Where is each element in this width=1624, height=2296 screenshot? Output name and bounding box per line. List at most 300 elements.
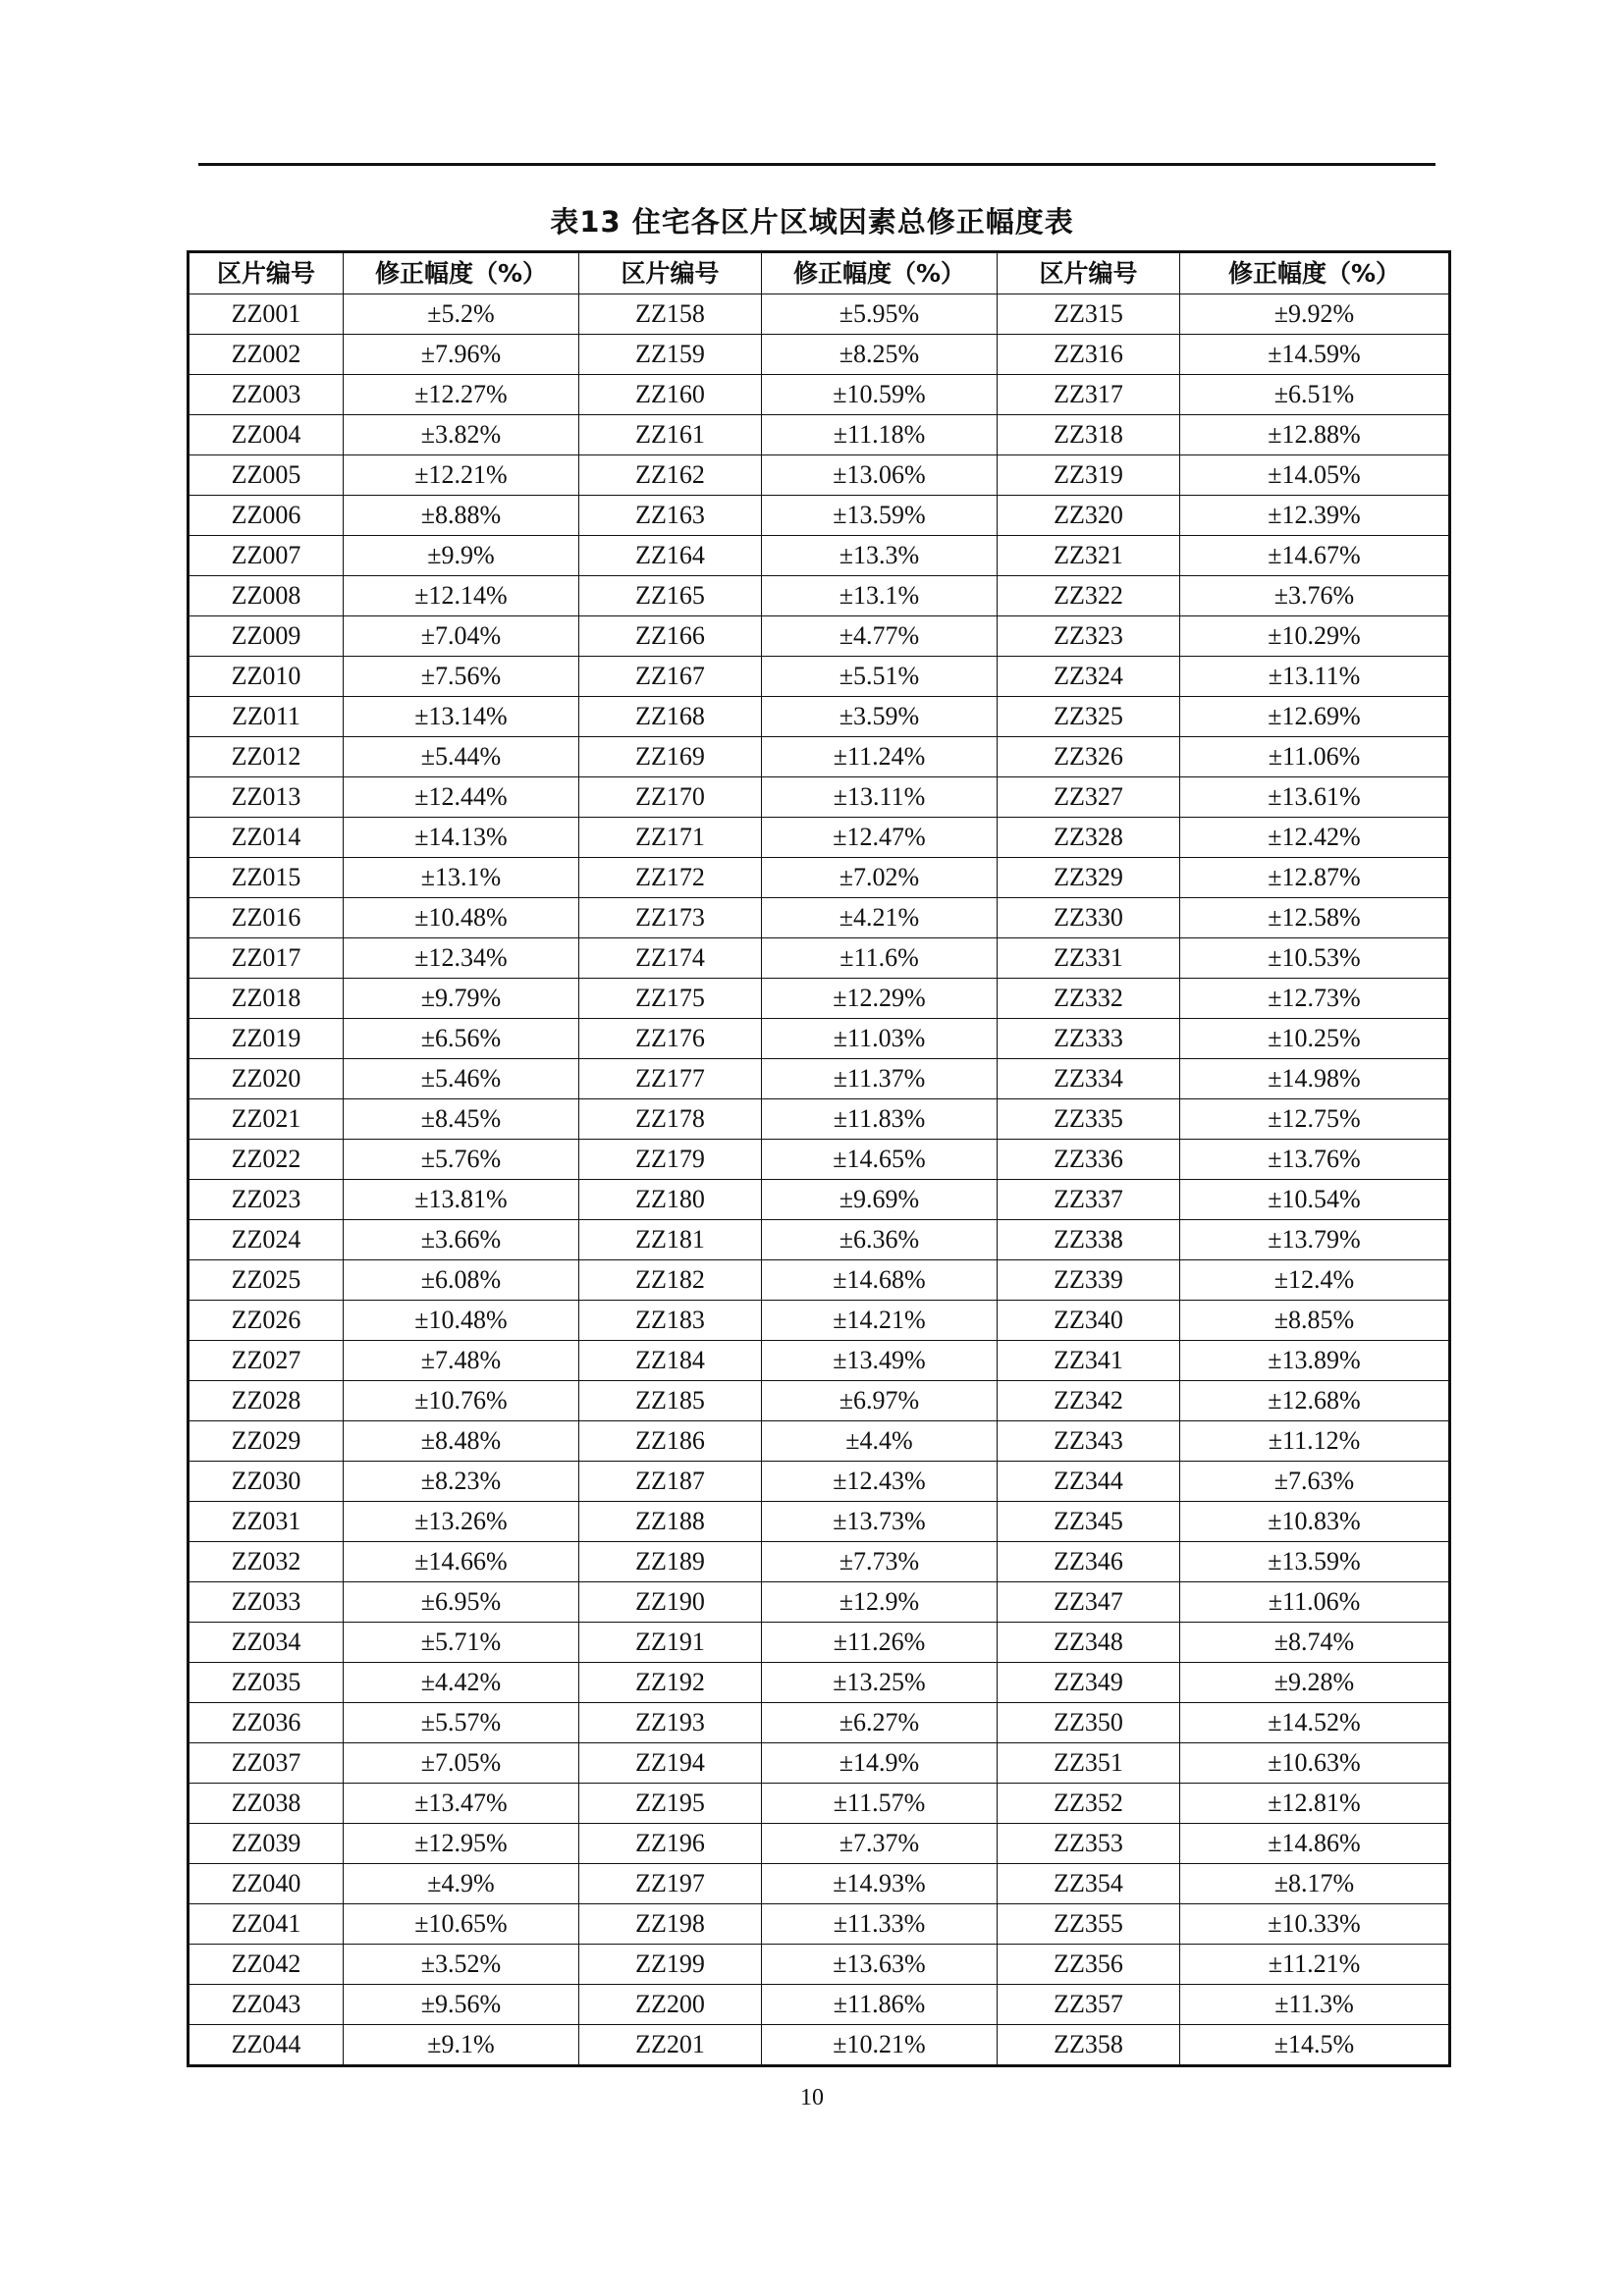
correction-cell: ±13.76% bbox=[1180, 1140, 1450, 1180]
correction-cell: ±12.88% bbox=[1180, 415, 1450, 455]
correction-cell: ±11.57% bbox=[762, 1784, 998, 1824]
table-row bbox=[189, 1462, 1450, 1502]
correction-cell: ±7.96% bbox=[344, 335, 579, 375]
correction-cell: ±10.83% bbox=[1180, 1502, 1450, 1542]
zone-id-cell: ZZ344 bbox=[998, 1462, 1180, 1502]
correction-cell: ±14.05% bbox=[1180, 455, 1450, 496]
zone-id-cell: ZZ167 bbox=[579, 657, 762, 697]
table-row bbox=[189, 1623, 1450, 1663]
zone-id-cell: ZZ038 bbox=[189, 1784, 344, 1824]
correction-cell: ±12.39% bbox=[1180, 496, 1450, 536]
zone-id-cell: ZZ324 bbox=[998, 657, 1180, 697]
zone-id-cell: ZZ169 bbox=[579, 737, 762, 777]
correction-cell: ±14.5% bbox=[1180, 2025, 1450, 2066]
zone-id-cell: ZZ160 bbox=[579, 375, 762, 415]
correction-cell: ±12.44% bbox=[344, 777, 579, 818]
table-row bbox=[189, 1301, 1450, 1341]
zone-id-cell: ZZ183 bbox=[579, 1301, 762, 1341]
correction-cell: ±13.3% bbox=[762, 536, 998, 576]
correction-cell: ±12.87% bbox=[1180, 858, 1450, 898]
correction-cell: ±14.65% bbox=[762, 1140, 998, 1180]
correction-cell: ±14.13% bbox=[344, 818, 579, 858]
zone-id-cell: ZZ040 bbox=[189, 1864, 344, 1904]
zone-id-cell: ZZ349 bbox=[998, 1663, 1180, 1703]
correction-cell: ±14.68% bbox=[762, 1260, 998, 1301]
correction-cell: ±12.68% bbox=[1180, 1381, 1450, 1421]
zone-id-cell: ZZ318 bbox=[998, 415, 1180, 455]
table-row bbox=[189, 496, 1450, 536]
zone-id-cell: ZZ011 bbox=[189, 697, 344, 737]
table-row bbox=[189, 455, 1450, 496]
zone-id-cell: ZZ178 bbox=[579, 1099, 762, 1140]
correction-cell: ±10.76% bbox=[344, 1381, 579, 1421]
zone-id-cell: ZZ030 bbox=[189, 1462, 344, 1502]
correction-cell: ±4.9% bbox=[344, 1864, 579, 1904]
correction-cell: ±3.52% bbox=[344, 1945, 579, 1985]
zone-id-cell: ZZ196 bbox=[579, 1824, 762, 1864]
correction-cell: ±8.25% bbox=[762, 335, 998, 375]
correction-cell: ±5.95% bbox=[762, 294, 998, 335]
correction-cell: ±9.92% bbox=[1180, 294, 1450, 335]
correction-cell: ±10.25% bbox=[1180, 1019, 1450, 1059]
table-row bbox=[189, 1663, 1450, 1703]
zone-id-cell: ZZ031 bbox=[189, 1502, 344, 1542]
zone-id-cell: ZZ002 bbox=[189, 335, 344, 375]
table-row bbox=[189, 1985, 1450, 2025]
correction-cell: ±3.76% bbox=[1180, 576, 1450, 616]
zone-id-cell: ZZ172 bbox=[579, 858, 762, 898]
correction-cell: ±7.63% bbox=[1180, 1462, 1450, 1502]
correction-cell: ±13.81% bbox=[344, 1180, 579, 1220]
zone-id-cell: ZZ191 bbox=[579, 1623, 762, 1663]
zone-id-cell: ZZ332 bbox=[998, 979, 1180, 1019]
table-row bbox=[189, 1421, 1450, 1462]
correction-cell: ±5.2% bbox=[344, 294, 579, 335]
correction-cell: ±9.69% bbox=[762, 1180, 998, 1220]
table-row bbox=[189, 1019, 1450, 1059]
zone-id-cell: ZZ337 bbox=[998, 1180, 1180, 1220]
correction-cell: ±13.49% bbox=[762, 1341, 998, 1381]
correction-cell: ±12.21% bbox=[344, 455, 579, 496]
zone-id-cell: ZZ182 bbox=[579, 1260, 762, 1301]
zone-id-cell: ZZ356 bbox=[998, 1945, 1180, 1985]
correction-cell: ±10.33% bbox=[1180, 1904, 1450, 1945]
table-row bbox=[189, 1341, 1450, 1381]
correction-cell: ±6.97% bbox=[762, 1381, 998, 1421]
correction-cell: ±11.06% bbox=[1180, 1582, 1450, 1623]
correction-cell: ±3.66% bbox=[344, 1220, 579, 1260]
correction-cell: ±14.52% bbox=[1180, 1703, 1450, 1743]
zone-id-cell: ZZ037 bbox=[189, 1743, 344, 1784]
zone-id-cell: ZZ195 bbox=[579, 1784, 762, 1824]
correction-cell: ±10.59% bbox=[762, 375, 998, 415]
correction-cell: ±14.86% bbox=[1180, 1824, 1450, 1864]
zone-id-cell: ZZ007 bbox=[189, 536, 344, 576]
table-row bbox=[189, 1099, 1450, 1140]
zone-id-cell: ZZ176 bbox=[579, 1019, 762, 1059]
correction-cell: ±13.11% bbox=[1180, 657, 1450, 697]
correction-cell: ±10.21% bbox=[762, 2025, 998, 2066]
page-number: 10 bbox=[800, 2085, 824, 2110]
correction-cell: ±12.42% bbox=[1180, 818, 1450, 858]
zone-id-cell: ZZ170 bbox=[579, 777, 762, 818]
zone-id-cell: ZZ028 bbox=[189, 1381, 344, 1421]
zone-id-cell: ZZ168 bbox=[579, 697, 762, 737]
correction-cell: ±11.37% bbox=[762, 1059, 998, 1099]
zone-id-cell: ZZ201 bbox=[579, 2025, 762, 2066]
correction-cell: ±8.74% bbox=[1180, 1623, 1450, 1663]
correction-cell: ±8.88% bbox=[344, 496, 579, 536]
zone-id-cell: ZZ177 bbox=[579, 1059, 762, 1099]
zone-id-cell: ZZ003 bbox=[189, 375, 344, 415]
zone-id-cell: ZZ006 bbox=[189, 496, 344, 536]
zone-id-cell: ZZ004 bbox=[189, 415, 344, 455]
correction-cell: ±11.83% bbox=[762, 1099, 998, 1140]
zone-id-cell: ZZ020 bbox=[189, 1059, 344, 1099]
correction-cell: ±13.59% bbox=[762, 496, 998, 536]
correction-cell: ±7.73% bbox=[762, 1542, 998, 1582]
correction-cell: ±5.46% bbox=[344, 1059, 579, 1099]
zone-id-cell: ZZ353 bbox=[998, 1824, 1180, 1864]
zone-id-cell: ZZ010 bbox=[189, 657, 344, 697]
table-row bbox=[189, 1381, 1450, 1421]
zone-id-cell: ZZ166 bbox=[579, 616, 762, 657]
zone-id-cell: ZZ042 bbox=[189, 1945, 344, 1985]
table-row bbox=[189, 536, 1450, 576]
table-row bbox=[189, 1140, 1450, 1180]
correction-cell: ±9.28% bbox=[1180, 1663, 1450, 1703]
zone-id-cell: ZZ357 bbox=[998, 1985, 1180, 2025]
correction-cell: ±6.95% bbox=[344, 1582, 579, 1623]
correction-cell: ±11.86% bbox=[762, 1985, 998, 2025]
correction-cell: ±14.21% bbox=[762, 1301, 998, 1341]
zone-id-cell: ZZ158 bbox=[579, 294, 762, 335]
correction-cell: ±12.43% bbox=[762, 1462, 998, 1502]
zone-id-cell: ZZ032 bbox=[189, 1542, 344, 1582]
zone-id-cell: ZZ323 bbox=[998, 616, 1180, 657]
correction-cell: ±6.56% bbox=[344, 1019, 579, 1059]
table-row bbox=[189, 898, 1450, 938]
correction-cell: ±4.77% bbox=[762, 616, 998, 657]
zone-id-cell: ZZ033 bbox=[189, 1582, 344, 1623]
zone-id-cell: ZZ186 bbox=[579, 1421, 762, 1462]
table-row bbox=[189, 294, 1450, 335]
correction-cell: ±6.08% bbox=[344, 1260, 579, 1301]
zone-id-cell: ZZ352 bbox=[998, 1784, 1180, 1824]
correction-cell: ±12.9% bbox=[762, 1582, 998, 1623]
zone-id-cell: ZZ355 bbox=[998, 1904, 1180, 1945]
table-row bbox=[189, 657, 1450, 697]
correction-cell: ±8.23% bbox=[344, 1462, 579, 1502]
zone-id-cell: ZZ163 bbox=[579, 496, 762, 536]
zone-id-cell: ZZ190 bbox=[579, 1582, 762, 1623]
zone-id-cell: ZZ316 bbox=[998, 335, 1180, 375]
correction-cell: ±13.61% bbox=[1180, 777, 1450, 818]
correction-cell: ±11.21% bbox=[1180, 1945, 1450, 1985]
zone-id-cell: ZZ358 bbox=[998, 2025, 1180, 2066]
zone-id-cell: ZZ015 bbox=[189, 858, 344, 898]
correction-cell: ±13.59% bbox=[1180, 1542, 1450, 1582]
correction-cell: ±12.29% bbox=[762, 979, 998, 1019]
correction-cell: ±6.27% bbox=[762, 1703, 998, 1743]
header-correction: 修正幅度（%） bbox=[344, 252, 579, 294]
table-header bbox=[189, 252, 1450, 294]
correction-cell: ±14.93% bbox=[762, 1864, 998, 1904]
correction-cell: ±12.27% bbox=[344, 375, 579, 415]
correction-cell: ±10.48% bbox=[344, 898, 579, 938]
table-body bbox=[189, 294, 1450, 2066]
correction-cell: ±9.9% bbox=[344, 536, 579, 576]
zone-id-cell: ZZ029 bbox=[189, 1421, 344, 1462]
correction-cell: ±7.37% bbox=[762, 1824, 998, 1864]
zone-id-cell: ZZ173 bbox=[579, 898, 762, 938]
table-row bbox=[189, 697, 1450, 737]
table-row bbox=[189, 576, 1450, 616]
zone-id-cell: ZZ188 bbox=[579, 1502, 762, 1542]
zone-id-cell: ZZ185 bbox=[579, 1381, 762, 1421]
correction-cell: ±11.06% bbox=[1180, 737, 1450, 777]
zone-id-cell: ZZ194 bbox=[579, 1743, 762, 1784]
zone-id-cell: ZZ021 bbox=[189, 1099, 344, 1140]
table-row bbox=[189, 979, 1450, 1019]
zone-id-cell: ZZ174 bbox=[579, 938, 762, 979]
zone-id-cell: ZZ197 bbox=[579, 1864, 762, 1904]
correction-cell: ±5.71% bbox=[344, 1623, 579, 1663]
zone-id-cell: ZZ339 bbox=[998, 1260, 1180, 1301]
zone-id-cell: ZZ162 bbox=[579, 455, 762, 496]
correction-cell: ±7.05% bbox=[344, 1743, 579, 1784]
correction-cell: ±6.36% bbox=[762, 1220, 998, 1260]
correction-cell: ±8.85% bbox=[1180, 1301, 1450, 1341]
zone-id-cell: ZZ327 bbox=[998, 777, 1180, 818]
zone-id-cell: ZZ200 bbox=[579, 1985, 762, 2025]
zone-id-cell: ZZ321 bbox=[998, 536, 1180, 576]
correction-cell: ±14.9% bbox=[762, 1743, 998, 1784]
correction-cell: ±5.76% bbox=[344, 1140, 579, 1180]
zone-id-cell: ZZ005 bbox=[189, 455, 344, 496]
table-row bbox=[189, 616, 1450, 657]
zone-id-cell: ZZ322 bbox=[998, 576, 1180, 616]
correction-cell: ±13.89% bbox=[1180, 1341, 1450, 1381]
zone-id-cell: ZZ331 bbox=[998, 938, 1180, 979]
table-row bbox=[189, 415, 1450, 455]
correction-cell: ±13.47% bbox=[344, 1784, 579, 1824]
correction-cell: ±9.56% bbox=[344, 1985, 579, 2025]
zone-id-cell: ZZ009 bbox=[189, 616, 344, 657]
zone-id-cell: ZZ180 bbox=[579, 1180, 762, 1220]
correction-cell: ±14.98% bbox=[1180, 1059, 1450, 1099]
zone-id-cell: ZZ001 bbox=[189, 294, 344, 335]
correction-cell: ±11.24% bbox=[762, 737, 998, 777]
zone-id-cell: ZZ342 bbox=[998, 1381, 1180, 1421]
zone-id-cell: ZZ184 bbox=[579, 1341, 762, 1381]
correction-cell: ±10.53% bbox=[1180, 938, 1450, 979]
correction-cell: ±14.67% bbox=[1180, 536, 1450, 576]
zone-id-cell: ZZ350 bbox=[998, 1703, 1180, 1743]
header-row bbox=[189, 252, 1450, 294]
correction-cell: ±5.51% bbox=[762, 657, 998, 697]
zone-id-cell: ZZ338 bbox=[998, 1220, 1180, 1260]
correction-cell: ±13.1% bbox=[344, 858, 579, 898]
table-row bbox=[189, 737, 1450, 777]
zone-id-cell: ZZ329 bbox=[998, 858, 1180, 898]
correction-cell: ±3.59% bbox=[762, 697, 998, 737]
correction-cell: ±4.4% bbox=[762, 1421, 998, 1462]
zone-id-cell: ZZ333 bbox=[998, 1019, 1180, 1059]
correction-cell: ±4.21% bbox=[762, 898, 998, 938]
correction-cell: ±13.73% bbox=[762, 1502, 998, 1542]
zone-id-cell: ZZ041 bbox=[189, 1904, 344, 1945]
zone-id-cell: ZZ026 bbox=[189, 1301, 344, 1341]
correction-cell: ±10.65% bbox=[344, 1904, 579, 1945]
zone-id-cell: ZZ025 bbox=[189, 1260, 344, 1301]
header-rule bbox=[198, 163, 1435, 166]
zone-id-cell: ZZ179 bbox=[579, 1140, 762, 1180]
correction-cell: ±14.66% bbox=[344, 1542, 579, 1582]
correction-cell: ±13.14% bbox=[344, 697, 579, 737]
zone-id-cell: ZZ019 bbox=[189, 1019, 344, 1059]
zone-id-cell: ZZ328 bbox=[998, 818, 1180, 858]
header-correction: 修正幅度（%） bbox=[1180, 252, 1450, 294]
header-zone-id: 区片编号 bbox=[189, 252, 344, 294]
zone-id-cell: ZZ008 bbox=[189, 576, 344, 616]
table-row bbox=[189, 1743, 1450, 1784]
table-row bbox=[189, 1703, 1450, 1743]
table-row bbox=[189, 1582, 1450, 1623]
zone-id-cell: ZZ335 bbox=[998, 1099, 1180, 1140]
zone-id-cell: ZZ181 bbox=[579, 1220, 762, 1260]
zone-id-cell: ZZ334 bbox=[998, 1059, 1180, 1099]
zone-id-cell: ZZ044 bbox=[189, 2025, 344, 2066]
table-row bbox=[189, 1784, 1450, 1824]
zone-id-cell: ZZ320 bbox=[998, 496, 1180, 536]
zone-id-cell: ZZ175 bbox=[579, 979, 762, 1019]
zone-id-cell: ZZ017 bbox=[189, 938, 344, 979]
zone-id-cell: ZZ199 bbox=[579, 1945, 762, 1985]
correction-cell: ±13.26% bbox=[344, 1502, 579, 1542]
zone-id-cell: ZZ315 bbox=[998, 294, 1180, 335]
table-row bbox=[189, 818, 1450, 858]
table-row bbox=[189, 1864, 1450, 1904]
zone-id-cell: ZZ341 bbox=[998, 1341, 1180, 1381]
table-row bbox=[189, 1059, 1450, 1099]
correction-cell: ±5.57% bbox=[344, 1703, 579, 1743]
correction-cell: ±8.17% bbox=[1180, 1864, 1450, 1904]
table-row bbox=[189, 1220, 1450, 1260]
correction-cell: ±10.29% bbox=[1180, 616, 1450, 657]
correction-cell: ±7.56% bbox=[344, 657, 579, 697]
correction-cell: ±11.3% bbox=[1180, 1985, 1450, 2025]
zone-id-cell: ZZ018 bbox=[189, 979, 344, 1019]
correction-cell: ±11.18% bbox=[762, 415, 998, 455]
correction-cell: ±5.44% bbox=[344, 737, 579, 777]
zone-id-cell: ZZ036 bbox=[189, 1703, 344, 1743]
correction-cell: ±12.69% bbox=[1180, 697, 1450, 737]
table-row bbox=[189, 1180, 1450, 1220]
correction-table bbox=[187, 250, 1451, 2067]
correction-cell: ±12.95% bbox=[344, 1824, 579, 1864]
zone-id-cell: ZZ164 bbox=[579, 536, 762, 576]
zone-id-cell: ZZ027 bbox=[189, 1341, 344, 1381]
table-row bbox=[189, 375, 1450, 415]
correction-cell: ±3.82% bbox=[344, 415, 579, 455]
correction-cell: ±10.54% bbox=[1180, 1180, 1450, 1220]
table-row bbox=[189, 1542, 1450, 1582]
zone-id-cell: ZZ319 bbox=[998, 455, 1180, 496]
zone-id-cell: ZZ351 bbox=[998, 1743, 1180, 1784]
correction-cell: ±12.34% bbox=[344, 938, 579, 979]
zone-id-cell: ZZ039 bbox=[189, 1824, 344, 1864]
zone-id-cell: ZZ326 bbox=[998, 737, 1180, 777]
correction-cell: ±12.47% bbox=[762, 818, 998, 858]
header-correction: 修正幅度（%） bbox=[762, 252, 998, 294]
correction-cell: ±13.11% bbox=[762, 777, 998, 818]
table-row bbox=[189, 2025, 1450, 2066]
zone-id-cell: ZZ159 bbox=[579, 335, 762, 375]
correction-cell: ±13.63% bbox=[762, 1945, 998, 1985]
correction-cell: ±11.6% bbox=[762, 938, 998, 979]
zone-id-cell: ZZ347 bbox=[998, 1582, 1180, 1623]
table-row bbox=[189, 777, 1450, 818]
correction-cell: ±13.06% bbox=[762, 455, 998, 496]
zone-id-cell: ZZ346 bbox=[998, 1542, 1180, 1582]
correction-cell: ±7.02% bbox=[762, 858, 998, 898]
zone-id-cell: ZZ013 bbox=[189, 777, 344, 818]
header-zone-id: 区片编号 bbox=[998, 252, 1180, 294]
zone-id-cell: ZZ343 bbox=[998, 1421, 1180, 1462]
table-row bbox=[189, 1945, 1450, 1985]
correction-cell: ±11.26% bbox=[762, 1623, 998, 1663]
correction-cell: ±12.81% bbox=[1180, 1784, 1450, 1824]
correction-cell: ±12.75% bbox=[1180, 1099, 1450, 1140]
correction-cell: ±12.4% bbox=[1180, 1260, 1450, 1301]
correction-cell: ±7.04% bbox=[344, 616, 579, 657]
zone-id-cell: ZZ022 bbox=[189, 1140, 344, 1180]
table-row bbox=[189, 1824, 1450, 1864]
correction-cell: ±7.48% bbox=[344, 1341, 579, 1381]
table-row bbox=[189, 335, 1450, 375]
correction-cell: ±4.42% bbox=[344, 1663, 579, 1703]
zone-id-cell: ZZ192 bbox=[579, 1663, 762, 1703]
correction-cell: ±13.79% bbox=[1180, 1220, 1450, 1260]
correction-cell: ±8.45% bbox=[344, 1099, 579, 1140]
correction-cell: ±12.14% bbox=[344, 576, 579, 616]
table-title: 表13 住宅各区片区域因素总修正幅度表 bbox=[550, 205, 1074, 239]
correction-cell: ±9.1% bbox=[344, 2025, 579, 2066]
correction-cell: ±10.63% bbox=[1180, 1743, 1450, 1784]
table-row bbox=[189, 1904, 1450, 1945]
correction-cell: ±8.48% bbox=[344, 1421, 579, 1462]
zone-id-cell: ZZ354 bbox=[998, 1864, 1180, 1904]
zone-id-cell: ZZ348 bbox=[998, 1623, 1180, 1663]
table-row bbox=[189, 858, 1450, 898]
zone-id-cell: ZZ161 bbox=[579, 415, 762, 455]
zone-id-cell: ZZ023 bbox=[189, 1180, 344, 1220]
zone-id-cell: ZZ034 bbox=[189, 1623, 344, 1663]
table-row bbox=[189, 938, 1450, 979]
correction-cell: ±11.33% bbox=[762, 1904, 998, 1945]
zone-id-cell: ZZ043 bbox=[189, 1985, 344, 2025]
zone-id-cell: ZZ317 bbox=[998, 375, 1180, 415]
zone-id-cell: ZZ165 bbox=[579, 576, 762, 616]
table-row bbox=[189, 1260, 1450, 1301]
zone-id-cell: ZZ014 bbox=[189, 818, 344, 858]
zone-id-cell: ZZ340 bbox=[998, 1301, 1180, 1341]
table-row bbox=[189, 1502, 1450, 1542]
correction-cell: ±13.1% bbox=[762, 576, 998, 616]
zone-id-cell: ZZ024 bbox=[189, 1220, 344, 1260]
zone-id-cell: ZZ171 bbox=[579, 818, 762, 858]
